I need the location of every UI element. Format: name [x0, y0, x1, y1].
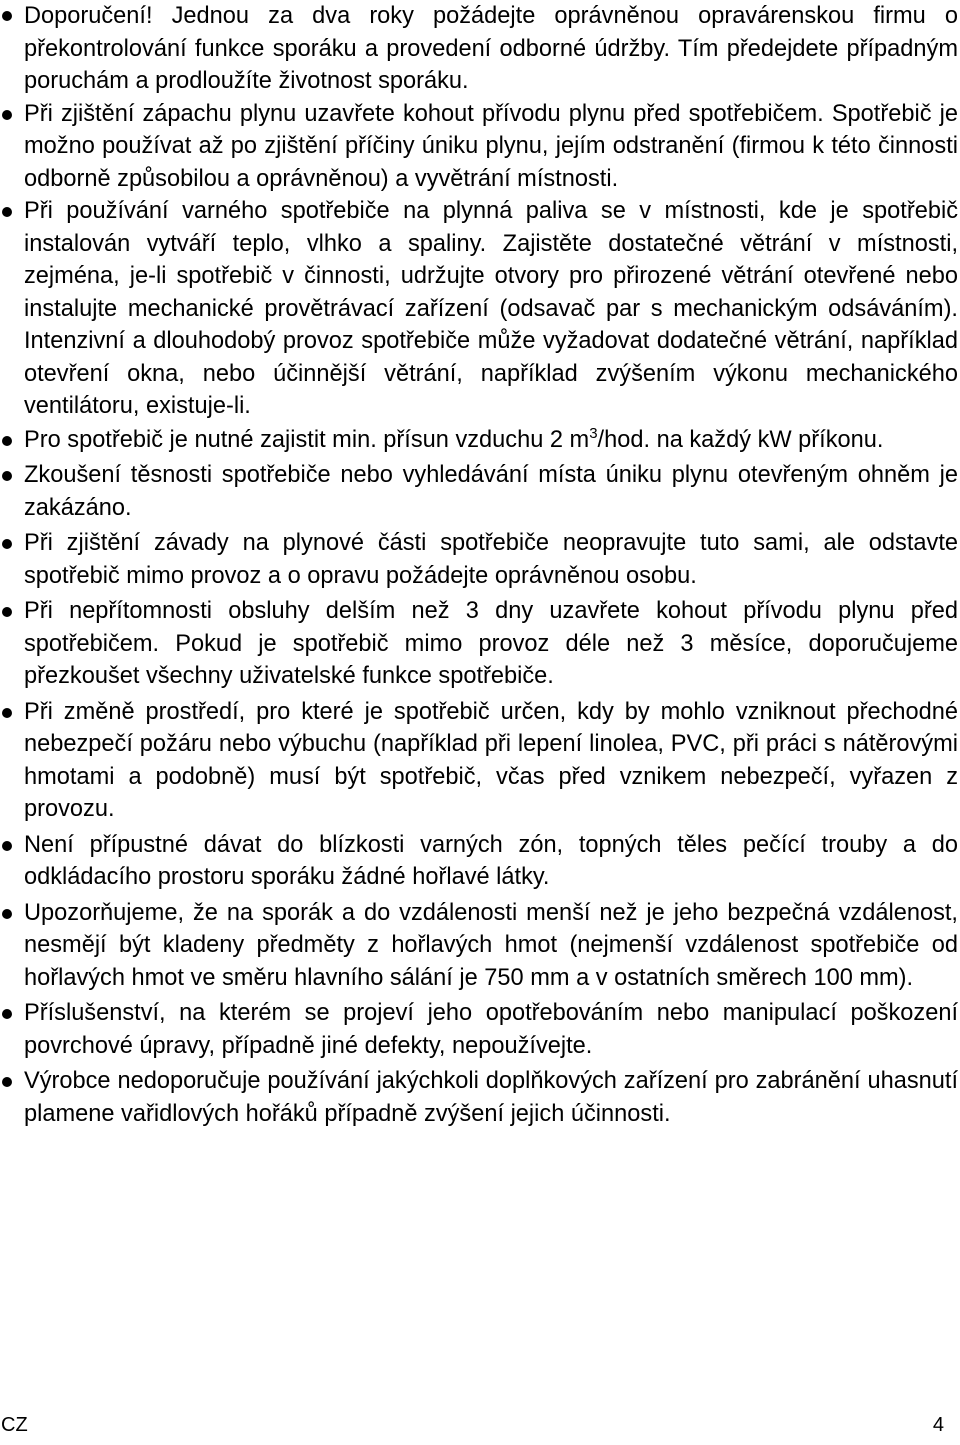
list-item-text: Při změně prostředí, pro které je spotřebič určen, kdy by mohlo vzniknout přechodné nebezpečí požáru nebo výbuchu (například při lepení linolea, PVC, při práci s nátěrovými hmotami a podobně) musí být spotřebič, včas před vznikem nebezpečí, vyřazen z provozu.: [24, 698, 958, 822]
list-item: [0, 424, 958, 457]
list-item: [0, 997, 958, 1062]
superscript-exponent: 3: [589, 424, 598, 442]
list-item: [0, 527, 958, 592]
list-item: [0, 696, 958, 826]
list-item-text: Upozorňujeme, že na sporák a do vzdálenosti menší než je jeho bezpečná vzdálenost, nesmějí být kladeny předměty z hořlavých hmot (nejmenší vzdálenost spotřebiče od hořlavých hmot ve směru hlavního sálání je 750 mm a v ostatních směrech 100 mm).: [24, 899, 958, 991]
list-item: [0, 98, 958, 196]
bullet-icon: [2, 11, 12, 21]
bullet-icon: [2, 841, 12, 851]
bullet-icon: [2, 1077, 12, 1087]
bullet-icon: [2, 708, 12, 718]
list-item: [0, 459, 958, 524]
bullet-icon: [2, 539, 12, 549]
bullet-icon: [2, 207, 12, 217]
list-item: [0, 595, 958, 693]
list-item-text: Příslušenství, na kterém se projeví jeho opotřebováním nebo manipulací poškození povrchové úpravy, případně jiné defekty, nepoužívejte.: [24, 1000, 958, 1059]
bullet-icon: [2, 909, 12, 919]
language-code: CZ: [1, 1414, 28, 1436]
page-footer: [0, 1410, 958, 1440]
list-item-text: Při používání varného spotřebiče na plynná paliva se v místnosti, kde je spotřebič instalován vytváří teplo, vlhko a spaliny. Zajistěte dostatečné větrání v místnosti, zejména, je-li spotřebič v činnosti, udržujte otvory pro přirozené větrání otevřené nebo instalujte mechanické provětrávací zařízení (odsavač par s mechanickým odsáváním). Intenzivní a dlouhodobý provoz spotřebiče může vyžadovat dodatečné větrání, například otevření okna, nebo účinnější větrání, například zvýšením výkonu mechanického ventilátoru, existuje-li.: [24, 198, 958, 419]
list-item-text: Není přípustné dávat do blízkosti varných zón, topných těles pečící trouby a do odkládacího prostoru sporáku žádné hořlavé látky.: [24, 831, 958, 890]
list-item: [0, 829, 958, 894]
list-item-text-part: /hod. na každý kW příkonu.: [597, 426, 884, 453]
bullet-icon: [2, 607, 12, 617]
list-item: [0, 1065, 958, 1130]
page-number: 4: [932, 1414, 944, 1436]
list-item-text: Doporučení! Jednou za dva roky požádejte oprávněnou opravárenskou firmu o překontrolování funkce sporáku a provedení odborné údržby. Tím předejdete případným poruchám a prodloužíte životnost sporáku.: [24, 3, 958, 94]
list-item-text: Zkoušení těsnosti spotřebiče nebo vyhledávání místa úniku plynu otevřeným ohněm je zakázáno.: [24, 462, 958, 521]
list-item: [0, 195, 958, 423]
list-item-text: Při nepřítomnosti obsluhy delším než 3 dny uzavřete kohout přívodu plynu před spotřebičem. Pokud je spotřebič mimo provoz déle než 3 měsíce, doporučujeme přezkoušet všechny uživatelské funkce spotřebiče.: [24, 598, 958, 689]
list-item-text: Výrobce nedoporučuje používání jakýchkoli doplňkových zařízení pro zabránění uhasnutí plamene vařidlových hořáků případně zvýšení jejich účinnosti.: [24, 1068, 958, 1127]
list-item-text-part: Pro spotřebič je nutné zajistit min. přísun vzduchu 2 m: [24, 426, 590, 453]
bullet-icon: [2, 110, 12, 120]
bullet-icon: [2, 1009, 12, 1019]
list-item: [0, 897, 958, 995]
list-item-text: Při zjištění zápachu plynu uzavřete kohout přívodu plynu před spotřebičem. Spotřebič je možno používat až po zjištění příčiny úniku plynu, jejím odstranění (firmou k této činnosti odborně způsobilou a oprávněnou) a vyvětrání místnosti.: [24, 100, 958, 192]
bullet-icon: [2, 436, 12, 446]
list-item-text: Při zjištění závady na plynové části spotřebiče neopravujte tuto sami, ale odstavte spotřebič mimo provoz a o opravu požádejte oprávněnou osobu.: [24, 530, 958, 589]
bullet-icon: [2, 471, 12, 481]
list-item-text: [24, 424, 884, 453]
list-item: [0, 0, 958, 98]
